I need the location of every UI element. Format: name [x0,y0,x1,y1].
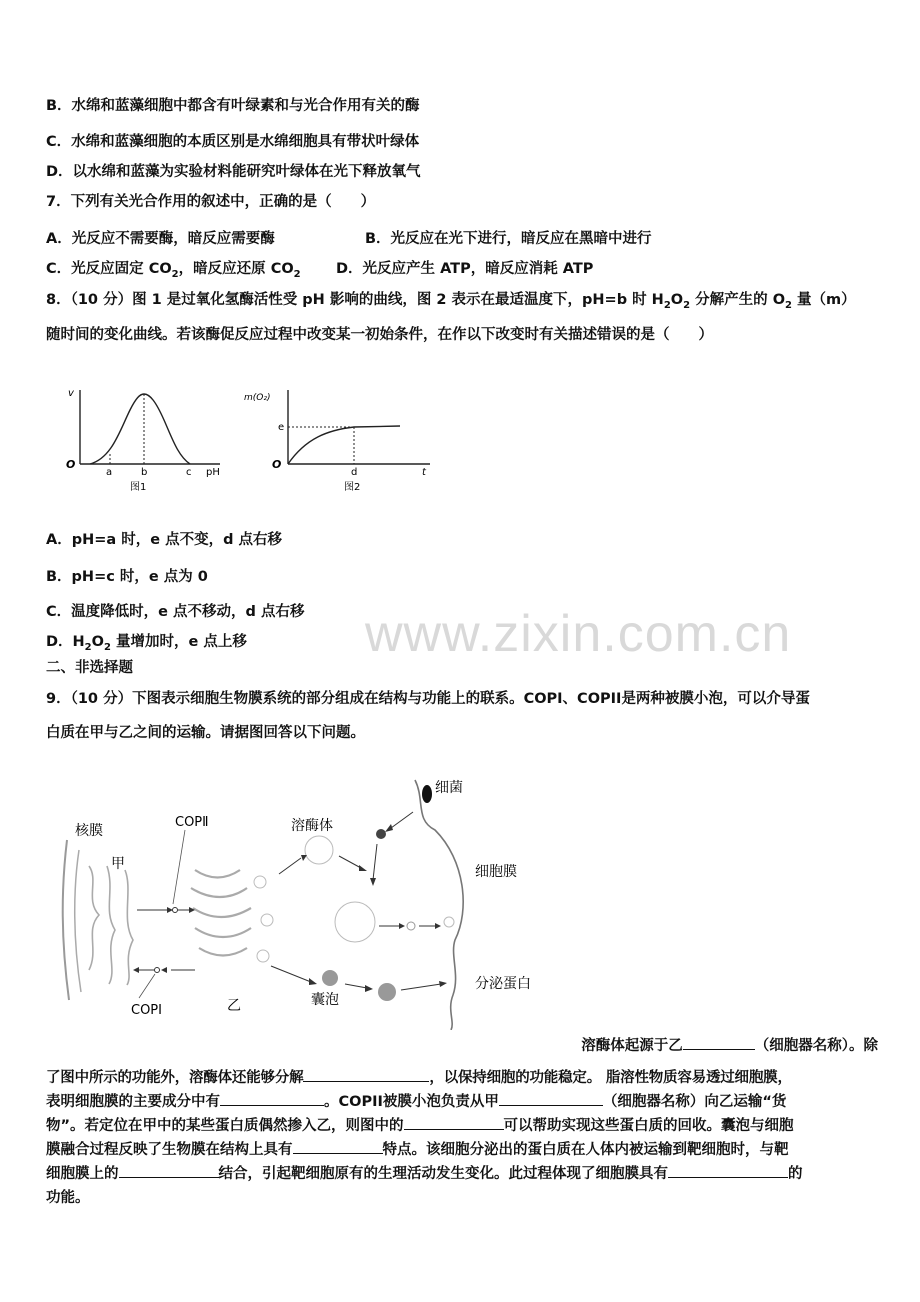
fig2-e: e [278,422,285,433]
fig1-b: b [141,467,148,478]
q9-stem-line1: 9．（10 分）下图表示细胞生物膜系统的部分组成在结构与功能上的联系。COPI、COPII是两种被膜小泡，可以介导蛋 [46,691,810,707]
q9-p-line2: 了图中所示的功能外，溶酶体还能够分解 ，以保持细胞的功能稳定。 脂溶性物质容易透过细胞膜， [46,1065,878,1091]
fig1-a: a [106,467,113,478]
q6-option-c: C．水绵和蓝藻细胞的本质区别是水绵细胞具有带状叶绿体 [46,134,420,150]
q7-option-d: D．光反应产生 ATP，暗反应消耗 ATP [336,261,594,277]
fig2-d: d [351,467,358,478]
q9-p-line4: 物”。若定位在甲中的某些蛋白质偶然掺入乙，则图中的 可以帮助实现这些蛋白质的回收。囊泡与细胞 [46,1113,878,1139]
q9-p-line1: 溶酶体起源于乙 （细胞器名称）。除 [46,1033,878,1059]
golgi-shape [191,870,251,956]
blank-3[interactable] [220,1090,324,1106]
fig2-xlabel: t [422,467,426,478]
cell-membrane-shape [415,780,463,1030]
fig1-curve [90,394,190,464]
q8-stem-line2: 随时间的变化曲线。若该酶促反应过程中改变某一初始条件，在作以下改变时有关描述错误的是（ ） [46,327,713,343]
fig1-caption: 图1 [130,482,147,493]
q9-diagram [55,770,555,1030]
label-secreted-protein: 分泌蛋白 [475,976,531,992]
label-vesicle: 囊泡 [311,992,339,1008]
label-lysosome: 溶酶体 [291,818,333,834]
blank-2[interactable] [303,1066,429,1082]
bacteria-shape [422,785,432,803]
blank-8[interactable] [668,1162,788,1178]
q9-stem-line2: 白质在甲与乙之间的运输。请据图回答以下问题。 [46,725,365,741]
fig2-caption: 图2 [344,482,361,493]
blank-6[interactable] [293,1138,383,1154]
label-cell-membrane: 细胞膜 [475,864,517,880]
fig2-ylabel: m(O₂) [244,393,271,403]
q9-p-line5: 膜融合过程反映了生物膜在结构上具有 特点。该细胞分泌出的蛋白质在人体内被运输到靶细胞时，与靶 [46,1137,878,1163]
fig2-curve [288,426,400,464]
section-2-heading: 二、非选择题 [46,660,133,676]
label-nuclear-membrane: 核膜 [75,823,103,839]
q6-option-b: B．水绵和蓝藻细胞中都含有叶绿素和与光合作用有关的酶 [46,98,420,114]
blank-1[interactable] [683,1034,755,1050]
q7-option-b: B．光反应在光下进行，暗反应在黑暗中进行 [365,231,652,247]
fig2-origin: O [272,458,282,471]
label-copii: COPⅡ [175,815,209,830]
er-shape [89,866,133,985]
q8-option-c: C．温度降低时，e 点不移动，d 点右移 [46,604,305,620]
lysosome-shape [305,836,333,864]
q8-figure-1 [60,380,230,495]
q9-p-line6: 细胞膜上的 结合，引起靶细胞原有的生理活动发生变化。此过程体现了细胞膜具有 的 [46,1161,878,1187]
q8-figure-2 [240,380,440,495]
watermark: www.zixin.com.cn [365,605,792,663]
label-bacteria: 细菌 [435,780,463,796]
blank-7[interactable] [119,1162,219,1178]
fig1-ylabel: v [68,388,74,399]
q8-option-a: A．pH=a 时，e 点不变，d 点右移 [46,532,283,548]
blank-5[interactable] [404,1114,504,1130]
q7-stem: 7．下列有关光合作用的叙述中，正确的是（ ） [46,194,376,210]
q7-option-c: C．光反应固定 $CO_2$，暗反应还原 $CO_2$ [46,261,301,280]
fig1-origin: O [66,458,76,471]
blank-4[interactable] [499,1090,603,1106]
label-jia: 甲 [111,856,125,872]
label-yi: 乙 [227,998,241,1014]
q8-option-b: B．pH=c 时，e 点为 0 [46,569,208,585]
vesicle-shape [322,970,338,986]
q7-option-a: A．光反应不需要酶，暗反应需要酶 [46,231,275,247]
q8-stem-line1: 8．（10 分）图 1 是过氧化氢酶活性受 pH 影响的曲线，图 2 表示在最适温度下，pH=b 时 $H_2O_2$ 分解产生的 $O_2$ 量（m） [46,292,856,311]
fig1-c: c [186,467,192,478]
fig1-xlabel: pH [206,467,220,478]
q9-p-line3: 表明细胞膜的主要成分中有 。COPII被膜小泡负责从甲 （细胞器名称）向乙运输“货 [46,1089,878,1115]
label-copi: COPⅠ [131,1003,162,1018]
q6-option-d: D．以水绵和蓝藻为实验材料能研究叶绿体在光下释放氧气 [46,164,421,180]
nuclear-membrane-shape [63,840,69,1000]
q9-p-line7: 功能。 [46,1190,90,1206]
q8-option-d: D．$H_2O_2$ 量增加时，e 点上移 [46,634,247,653]
